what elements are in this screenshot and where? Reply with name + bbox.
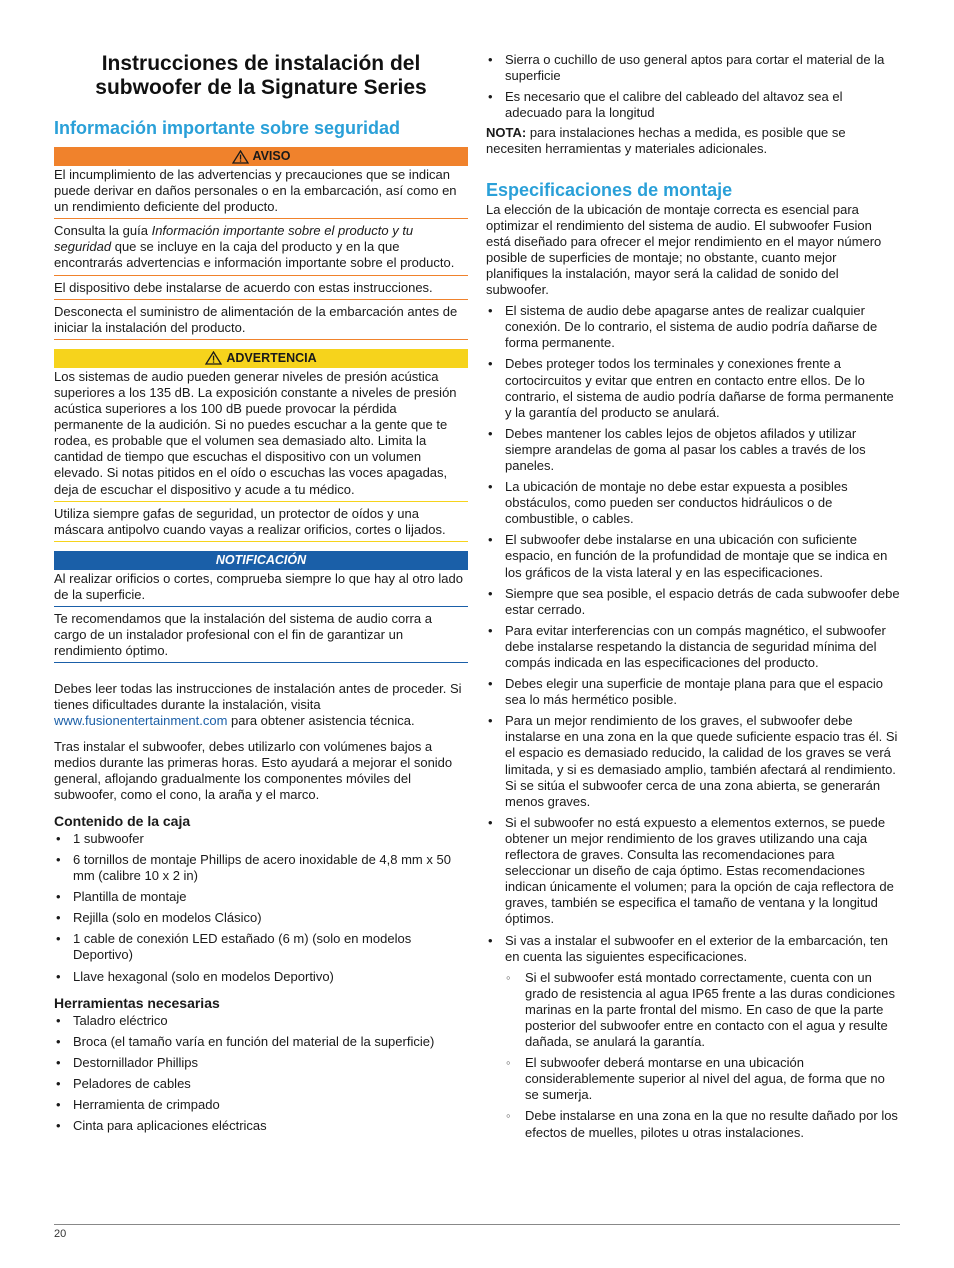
list-item: • Debes proteger todos los terminales y conexiones frente a cortocircuitos y evitar que entren en contacto entre ellos. De lo contrario, el sistema de audio podría dañarse de forma permanente y la garantía del producto se anulará. xyxy=(486,356,900,420)
list-item: • Si el subwoofer no está expuesto a elementos externos, se puede obtener un mejor rendimiento de los graves utilizando una caja reflectora de graves. Consulta las recomendaciones para seleccionar un diseño de caja óptimo. Estas recomendaciones indican únicamente el volumen; para la opción de caja reflectora de graves, también se especifica el tamaño de ventana y la longitud óptimos. xyxy=(486,815,900,928)
right-column xyxy=(486,52,900,1146)
list-item: • Para evitar interferencias con un compás magnético, el subwoofer debe instalarse respetando la distancia de seguridad mínima del compás indicada en las especificaciones del producto. xyxy=(486,623,900,671)
exterior-sublist xyxy=(505,970,900,1141)
list-item: • Peladores de cables xyxy=(54,1076,468,1092)
notificacion-paragraph: Al realizar orificios o cortes, comprueba siempre lo que hay al otro lado de la superficie. xyxy=(54,570,468,607)
notificacion-band xyxy=(54,551,468,570)
sub-list-item: ◦ El subwoofer deberá montarse en una ubicación considerablemente superior al nivel del agua, de forma que no se sumerja. xyxy=(505,1055,900,1103)
advertencia-label: ADVERTENCIA xyxy=(226,350,317,365)
note-paragraph xyxy=(486,125,900,157)
note-label: NOTA: xyxy=(486,125,527,141)
list-item: • Llave hexagonal (solo en modelos Deportivo) xyxy=(54,969,468,985)
aviso-paragraph: El dispositivo debe instalarse de acuerdo con estas instrucciones. xyxy=(54,279,468,300)
aviso-text: que se incluye en la caja del producto y en la que encontrarás advertencias e información importante sobre el producto. xyxy=(54,239,455,271)
list-item: • Debes elegir una superficie de montaje plana para que el espacio sea lo más hermético posible. xyxy=(486,676,900,708)
advertencia-paragraph: Utiliza siempre gafas de seguridad, un protector de oídos y una máscara antipolvo cuando vayas a realizar orificios, cortes o lijados. xyxy=(54,505,468,542)
warning-icon xyxy=(232,150,249,164)
list-item: • Taladro eléctrico xyxy=(54,1013,468,1029)
list-item: • Rejilla (solo en modelos Clásico) xyxy=(54,910,468,926)
aviso-paragraph xyxy=(54,222,468,275)
aviso-band xyxy=(54,147,468,166)
intro-paragraph xyxy=(54,681,468,729)
list-item: • Broca (el tamaño varía en función del material de la superficie) xyxy=(54,1034,468,1050)
list-item-text: Si vas a instalar el subwoofer en el exterior de la embarcación, ten en cuenta las siguientes especificaciones. xyxy=(505,932,888,964)
notificacion-notice xyxy=(54,551,468,663)
tools-list-continued xyxy=(486,52,900,121)
list-item xyxy=(486,933,900,1141)
list-item: • Es necesario que el calibre del cableado del altavoz sea el adecuado para la longitud xyxy=(486,89,900,121)
footer-divider xyxy=(54,1224,900,1225)
tools-list xyxy=(54,1013,468,1135)
note-text: para instalaciones hechas a medida, es posible que se necesiten herramientas y materiales adicionales. xyxy=(486,125,846,157)
list-item: • 1 cable de conexión LED estañado (6 m) (solo en modelos Deportivo) xyxy=(54,931,468,963)
aviso-paragraph: Desconecta el suministro de alimentación de la embarcación antes de iniciar la instalación del producto. xyxy=(54,303,468,340)
box-contents-list xyxy=(54,831,468,985)
page-title: Instrucciones de instalación del subwoofer de la Signature Series xyxy=(95,52,427,99)
intro-text: para obtener asistencia técnica. xyxy=(227,713,415,729)
aviso-label: AVISO xyxy=(252,149,291,163)
left-column xyxy=(54,52,468,1139)
sub-list-item: ◦ Debe instalarse en una zona en la que no resulte dañado por los efectos de muelles, pilotes u otras instalaciones. xyxy=(505,1108,900,1140)
box-contents-heading: Contenido de la caja xyxy=(54,812,191,829)
list-item: • Sierra o cuchillo de uso general aptos para cortar el material de la superficie xyxy=(486,52,900,84)
list-item: • El sistema de audio debe apagarse antes de realizar cualquier conexión. De lo contrario, el sistema de audio podría dañarse de forma permanente. xyxy=(486,303,900,351)
list-item: • Cinta para aplicaciones eléctricas xyxy=(54,1118,468,1134)
notificacion-paragraph: Te recomendamos que la instalación del sistema de audio corra a cargo de un instalador profesional con el fin de garantizar un rendimiento óptimo. xyxy=(54,610,468,663)
advertencia-band xyxy=(54,349,468,368)
safety-heading: Información importante sobre seguridad xyxy=(54,118,401,138)
list-item: • 6 tornillos de montaje Phillips de acero inoxidable de 4,8 mm x 50 mm (calibre 10 x 2 in) xyxy=(54,852,468,884)
list-item: • Para un mejor rendimiento de los graves, el subwoofer debe instalarse en una zona en la que quede suficiente espacio tras él. Si el espacio es demasiado reducido, la calidad de los graves se verá limitada, y si es demasiado amplio, también afectará al rendimiento. Si se sitúa el subwoofer cerca de una zona abierta, se generarán menos graves. xyxy=(486,713,900,810)
aviso-paragraph: El incumplimiento de las advertencias y precauciones que se indican puede derivar en daños personales o en la embarcación, así como en un rendimiento deficiente del producto. xyxy=(54,166,468,219)
page-number: 20 xyxy=(54,1228,67,1240)
tools-heading: Herramientas necesarias xyxy=(54,994,220,1011)
list-item: • Plantilla de montaje xyxy=(54,889,468,905)
list-item: • El subwoofer debe instalarse en una ubicación con suficiente espacio, en función de la profundidad de montaje que se indica en los gráficos de la vista lateral y en las especificaciones. xyxy=(486,532,900,580)
advertencia-paragraph: Los sistemas de audio pueden generar niveles de presión acústica superiores a los 135 dB. La exposición constante a niveles de presión acústica superiores a los 100 dB puede provocar la pérdida permanente de la audición. Si no puedes escuchar a la gente que te rodea, es probable que el volumen sea demasiado alto. Limita la cantidad de tiempo que escuchas el dispositivo con un volumen elevado. Si notas pitidos en el oído o escuchas las voces apagadas, deja de escuchar el dispositivo y acude a tu médico. xyxy=(54,368,468,502)
aviso-notice xyxy=(54,147,468,340)
fusion-website-link[interactable]: www.fusionentertainment.com xyxy=(54,713,228,729)
break-in-paragraph: Tras instalar el subwoofer, debes utilizarlo con volúmenes bajos a medios durante las primeras horas. Esto ayudará a mejorar el sonido general, aflojando gradualmente los componentes móviles del subwoofer, como el cono, la araña y el marco. xyxy=(54,738,453,802)
list-item: • Debes mantener los cables lejos de objetos afilados y utilizar siempre arandelas de goma al pasar los cables a través de los paneles. xyxy=(486,426,900,474)
list-item: • Siempre que sea posible, el espacio detrás de cada subwoofer debe estar cerrado. xyxy=(486,586,900,618)
sub-list-item: ◦ Si el subwoofer está montado correctamente, cuenta con un grado de resistencia al agua IP65 frente a las duras condiciones marinas en la parte frontal del mismo. En caso de que la parte posterior del subwoofer entre en contacto con el agua y resulte dañada, se anulará la garantía. xyxy=(505,970,900,1050)
list-item: • Herramienta de crimpado xyxy=(54,1097,468,1113)
intro-text: Debes leer todas las instrucciones de instalación antes de proceder. Si tienes dificultades durante la instalación, visita xyxy=(54,681,462,713)
warning-icon xyxy=(205,351,222,365)
list-item: • Destornillador Phillips xyxy=(54,1055,468,1071)
advertencia-notice xyxy=(54,349,468,542)
mounting-heading: Especificaciones de montaje xyxy=(486,179,733,200)
notificacion-label: NOTIFICACIÓN xyxy=(215,552,307,567)
mounting-intro: La elección de la ubicación de montaje correcta es esencial para optimizar el rendimiento del sistema de audio. El subwoofer Fusion está diseñado para ofrecer el mejor rendimiento en el mayor número posible de superficies de montaje; no obstante, cuanto mejor planifiques la instalación, mayor será la calidad de sonido del subwoofer. xyxy=(486,201,882,298)
list-item: • 1 subwoofer xyxy=(54,831,468,847)
aviso-text: Consulta la guía xyxy=(54,223,152,239)
list-item: • La ubicación de montaje no debe estar expuesta a posibles obstáculos, como pueden ser conductos hidráulicos o de combustible, o cables. xyxy=(486,479,900,527)
mounting-list xyxy=(486,303,900,1141)
guide-title: Información importante sobre el producto y tu seguridad xyxy=(54,223,414,255)
